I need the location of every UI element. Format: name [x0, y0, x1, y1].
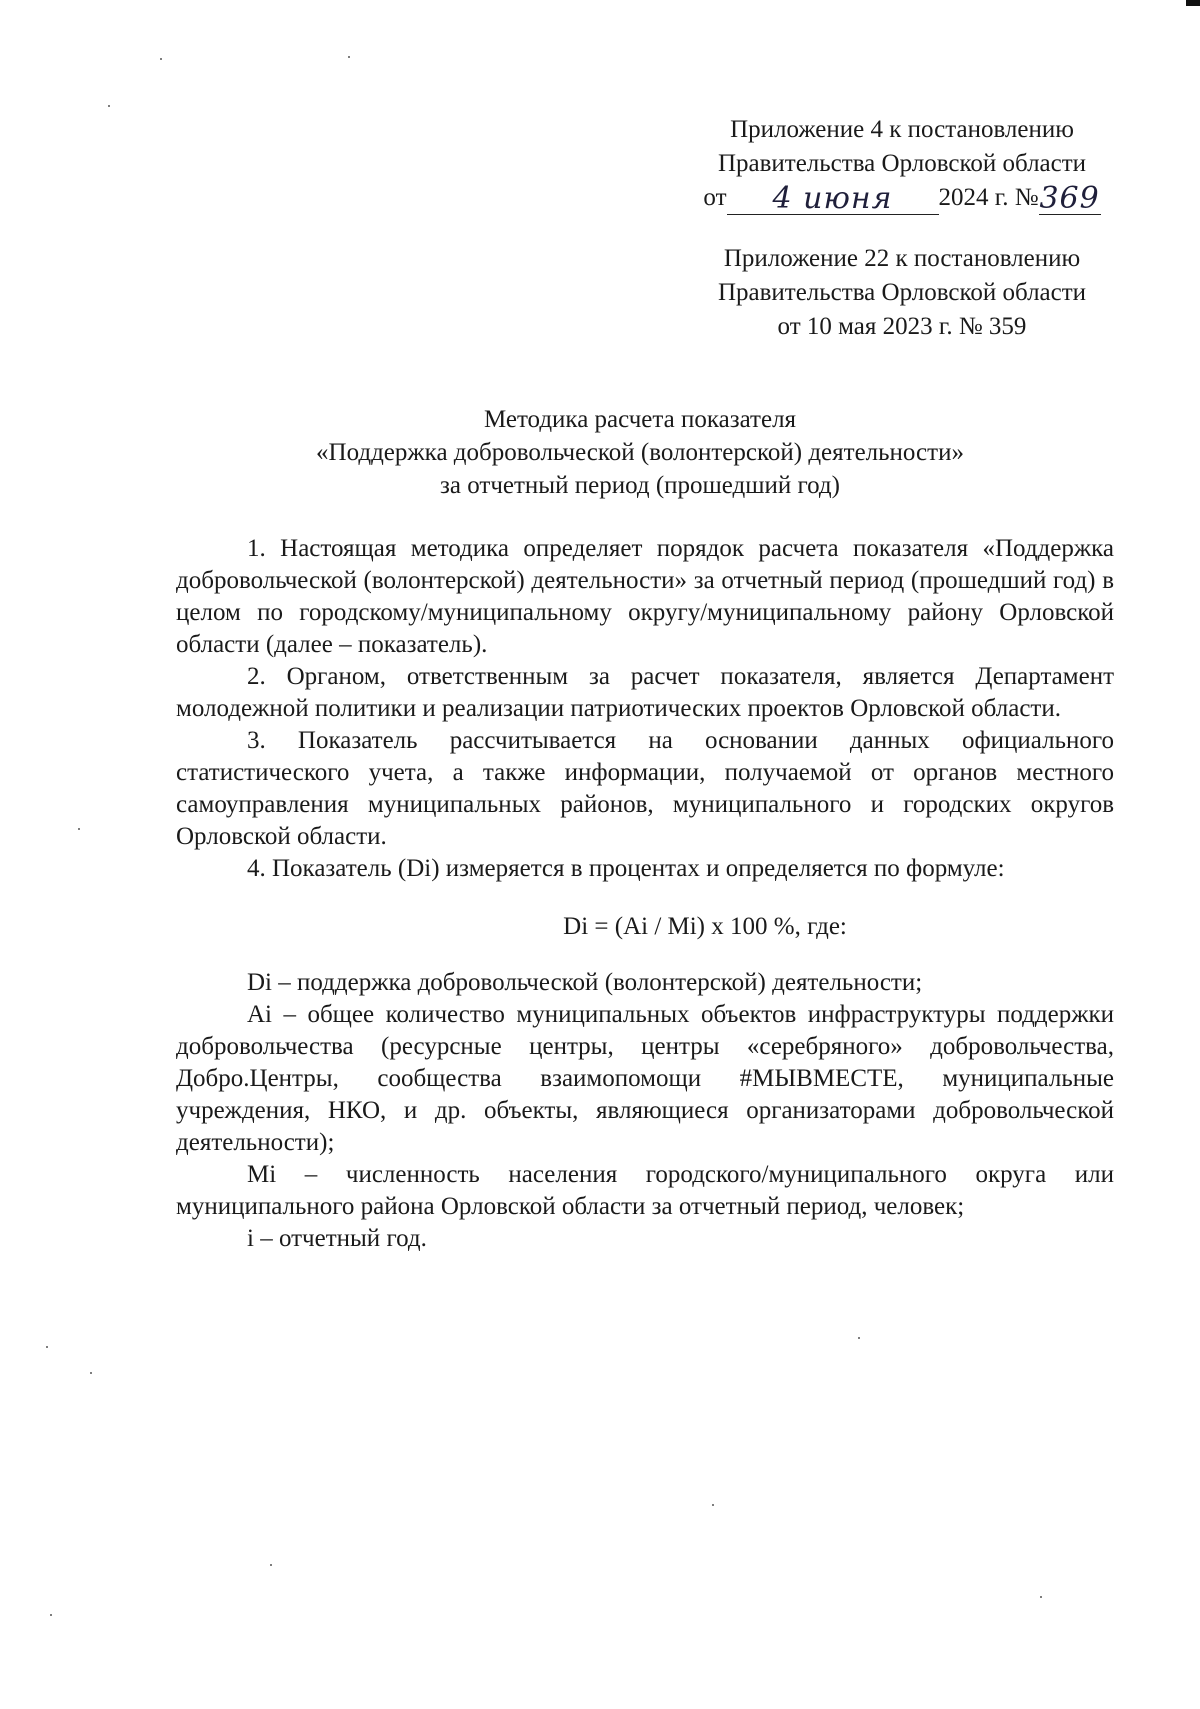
- header-line: Приложение 22 к постановлению: [723, 245, 1081, 272]
- scan-corner-mark: [1186, 0, 1200, 6]
- scan-speck: [160, 58, 162, 60]
- year-text: 2024 г. №: [938, 184, 1039, 211]
- header-line: Правительства Орловской области: [717, 150, 1087, 177]
- header-line: от 10 мая 2023 г. № 359: [777, 313, 1027, 340]
- handwritten-date: 4 июня: [727, 184, 939, 215]
- document-title: [170, 403, 1110, 502]
- appendix-header-previous: [676, 242, 1128, 344]
- scan-speck: [270, 1564, 272, 1566]
- definition: Ai – общее количество муниципальных объектов инфраструктуры поддержки добровольчества (ресурсные центры, центры «серебряного» добровольчества, Добро.Центры, сообщества взаимопомощи #МЫВМЕСТЕ, муниципальные учреждения, НКО, и др. объекты, являющиеся организаторами добровольческой деятельности);: [176, 1001, 1114, 1156]
- scan-speck: [1040, 1596, 1042, 1598]
- title-line: Методика расчета показателя: [483, 406, 797, 433]
- paragraph: 1. Настоящая методика определяет порядок расчета показателя «Поддержка добровольческой (волонтерской) деятельности» за отчетный период (прошедший год) в целом по городскому/муниципальному округу/муниципальному району Орловской области (далее – показатель).: [176, 535, 1114, 658]
- handwritten-number: 369: [1039, 181, 1100, 216]
- definition: Mi – численность населения городского/муниципального округа или муниципального района Орловской области за отчетный период, человек;: [176, 1161, 1114, 1220]
- scan-speck: [348, 56, 350, 58]
- definition: Di – поддержка добровольческой (волонтерской) деятельности;: [247, 969, 923, 996]
- paragraph: 3. Показатель рассчитывается на основании данных официального статистического учета, а также информации, получаемой от органов местного самоуправления муниципальных районов, муниципального и городских округов Орловской области.: [176, 727, 1114, 850]
- scan-speck: [108, 105, 110, 107]
- definition: i – отчетный год.: [247, 1225, 427, 1252]
- formula: Di = (Ai / Mi) х 100 %, где:: [563, 913, 847, 940]
- header-date-line: [676, 181, 1128, 215]
- scan-speck: [858, 1337, 860, 1339]
- title-line: «Поддержка добровольческой (волонтерской) деятельности»: [316, 439, 964, 466]
- date-prefix: от: [703, 184, 727, 211]
- document-body: [176, 533, 1114, 1255]
- paragraph: 4. Показатель (Di) измеряется в процентах и определяется по формуле:: [247, 855, 1005, 882]
- scan-speck: [50, 1614, 52, 1616]
- scan-speck: [90, 1372, 92, 1374]
- header-line: Правительства Орловской области: [717, 279, 1087, 306]
- scan-speck: [712, 1504, 714, 1506]
- scan-speck: [46, 1346, 48, 1348]
- title-line: за отчетный период (прошедший год): [440, 472, 840, 499]
- scan-speck: [78, 828, 80, 830]
- header-line: Приложение 4 к постановлению: [730, 116, 1074, 143]
- paragraph: 2. Органом, ответственным за расчет показателя, является Департамент молодежной политики и реализации патриотических проектов Орловской области.: [176, 663, 1114, 722]
- appendix-header-current: [676, 113, 1128, 215]
